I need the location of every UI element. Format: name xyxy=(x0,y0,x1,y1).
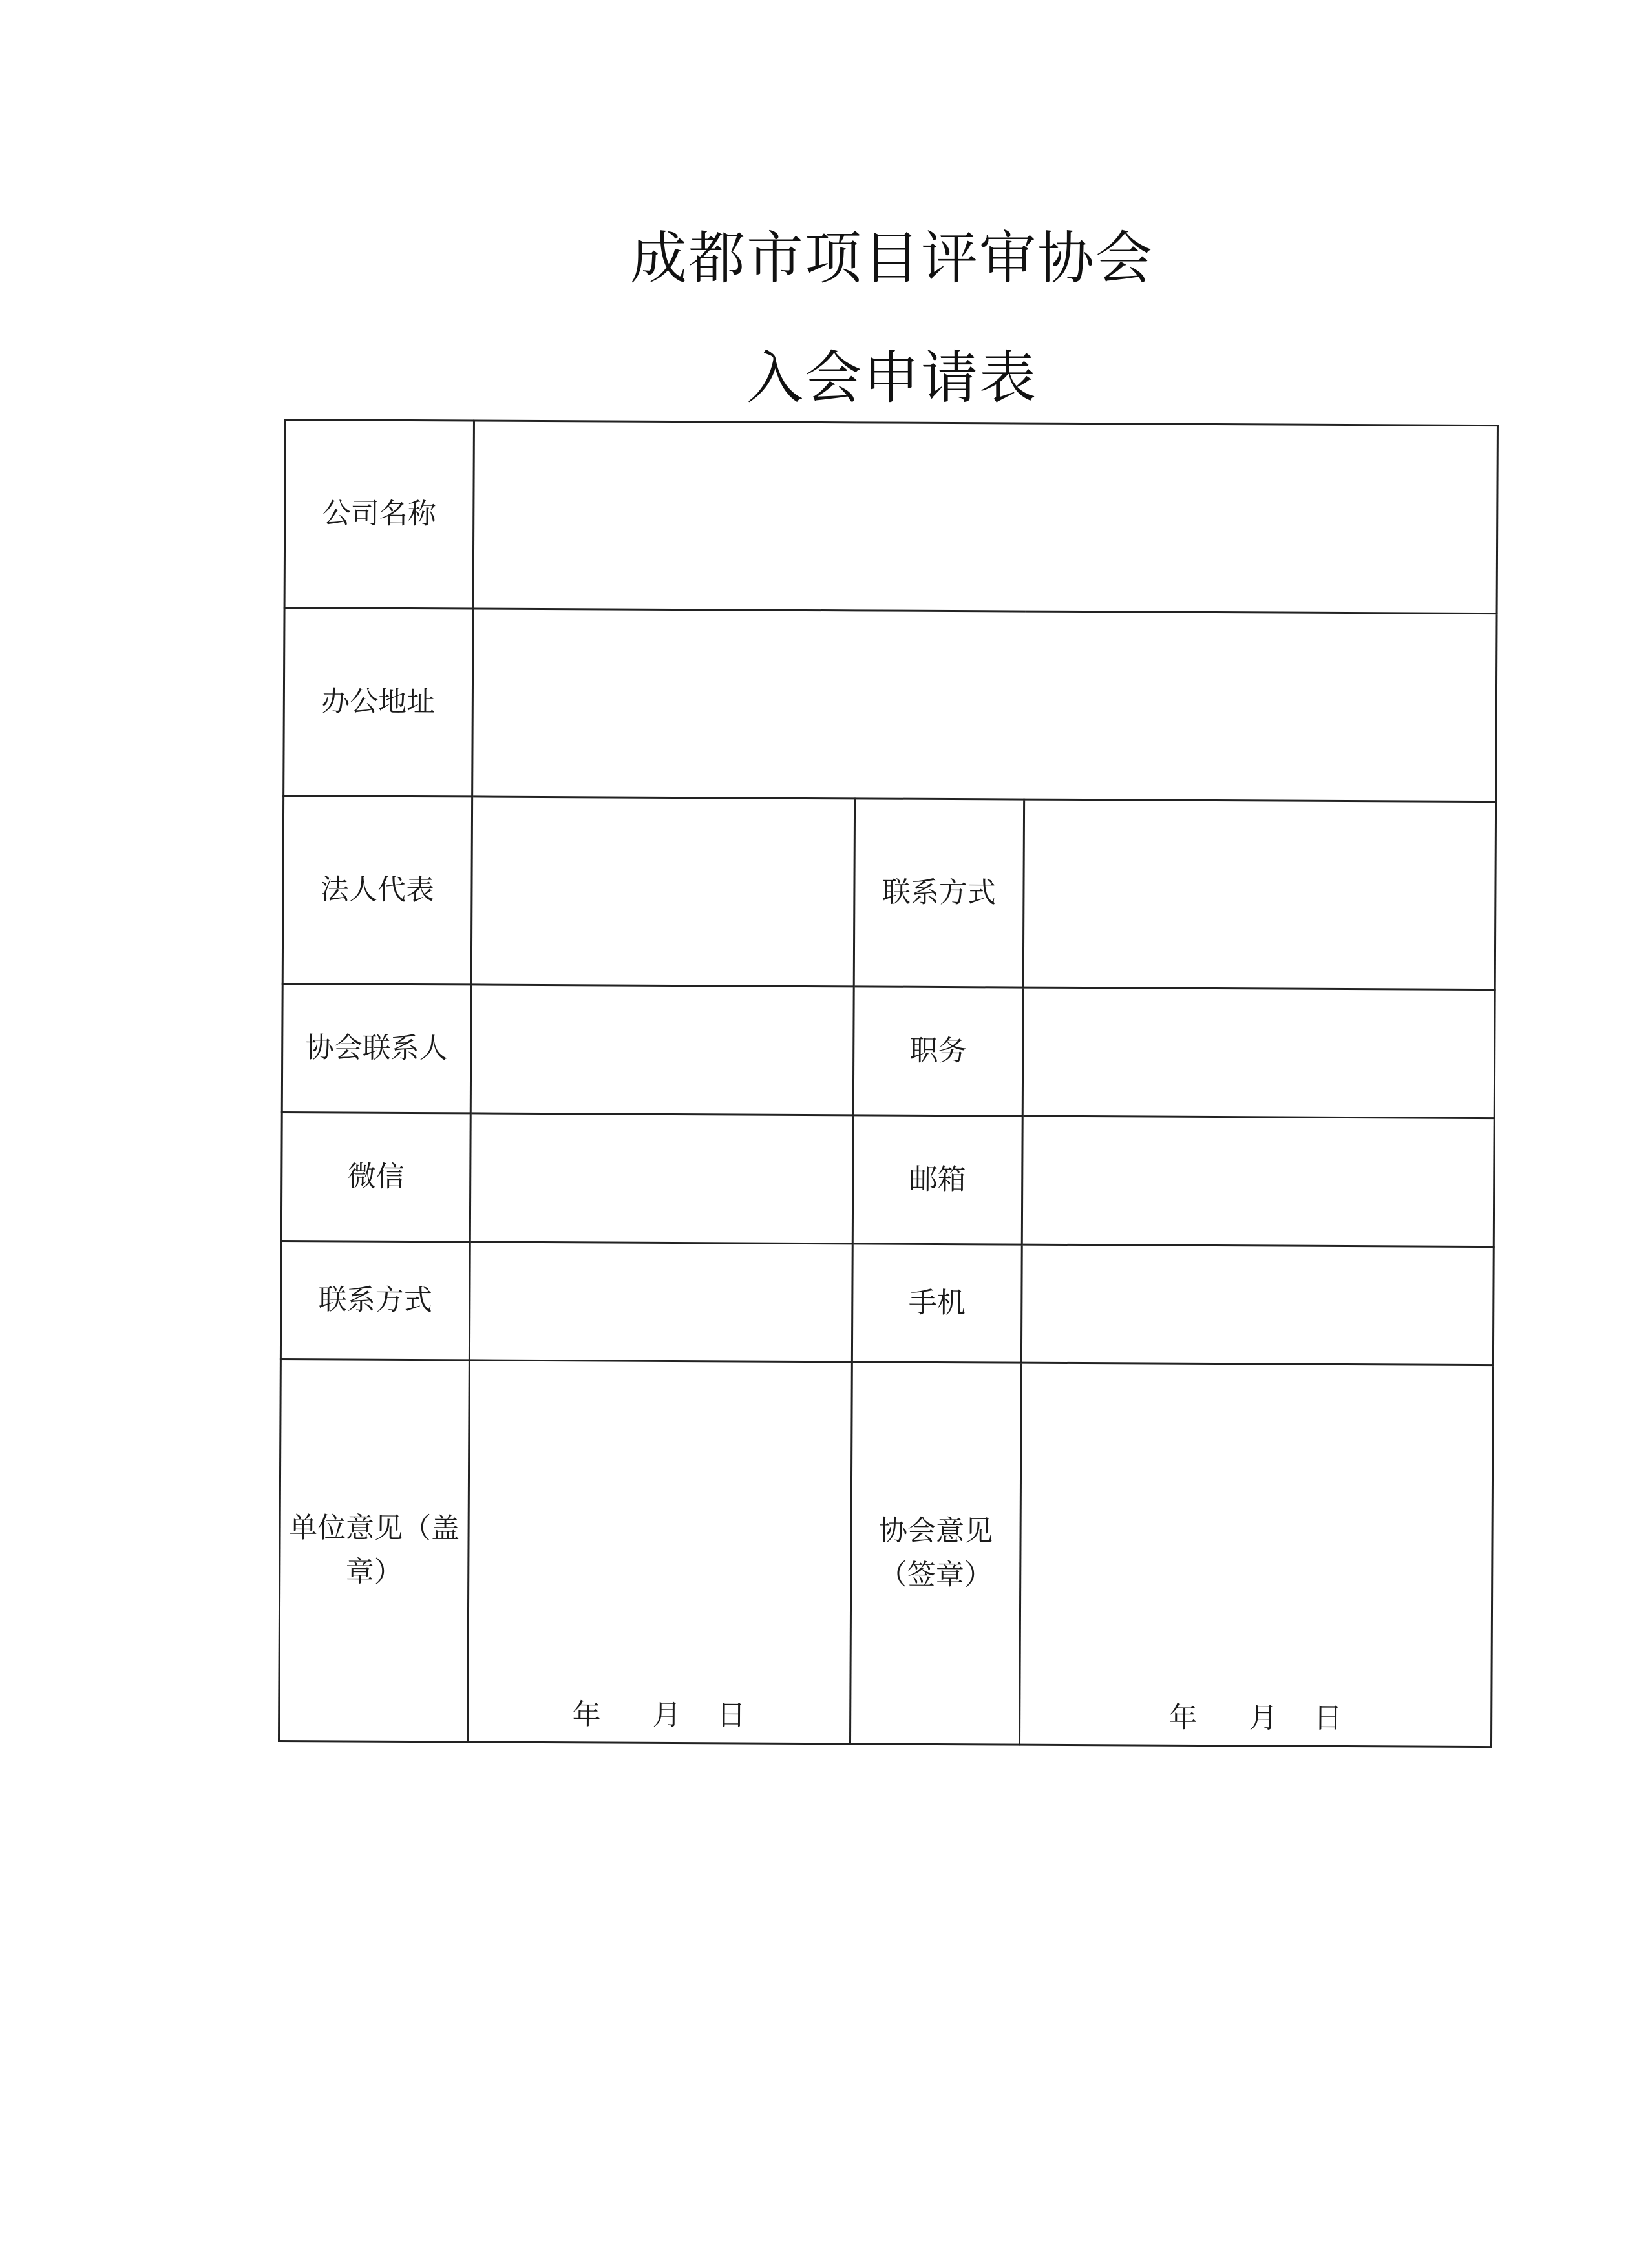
contact-method-label: 联系方式 xyxy=(318,1283,432,1318)
unit-opinion-field[interactable] xyxy=(467,1360,852,1744)
assoc-date-day: 日 xyxy=(1313,1701,1342,1736)
wechat-label-cell xyxy=(281,1112,470,1241)
office-address-field[interactable] xyxy=(472,609,1497,802)
company-name-field[interactable] xyxy=(473,421,1497,614)
office-address-row xyxy=(284,608,1497,802)
contact-method-row xyxy=(280,1241,1494,1365)
unit-opinion-label-cell xyxy=(279,1359,469,1741)
office-address-label: 办公地址 xyxy=(321,685,436,719)
email-label: 邮箱 xyxy=(909,1162,966,1197)
mobile-label: 手机 xyxy=(908,1286,966,1320)
assoc-contact-row xyxy=(282,983,1495,1118)
assoc-contact-field[interactable] xyxy=(470,985,854,1115)
assoc-opinion-label-cell xyxy=(850,1362,1021,1745)
unit-date-year: 年 xyxy=(572,1698,601,1732)
legal-contact-label-cell xyxy=(854,799,1024,987)
opinion-row xyxy=(279,1359,1493,1747)
contact-method-field[interactable] xyxy=(469,1242,852,1362)
assoc-contact-label-cell xyxy=(282,983,471,1113)
legal-rep-field[interactable] xyxy=(471,797,854,987)
position-label-cell xyxy=(853,987,1023,1116)
email-field[interactable] xyxy=(1022,1116,1494,1247)
assoc-opinion-date xyxy=(1020,1694,1490,1738)
assoc-contact-label: 协会联系人 xyxy=(305,1031,448,1066)
legal-rep-row xyxy=(282,796,1495,990)
unit-opinion-label xyxy=(289,1506,460,1595)
assoc-date-year: 年 xyxy=(1168,1701,1198,1734)
company-name-row xyxy=(284,420,1497,614)
mobile-field[interactable] xyxy=(1021,1244,1494,1365)
assoc-opinion-label-line2: （签章） xyxy=(878,1558,993,1592)
legal-contact-label: 联系方式 xyxy=(882,876,997,910)
assoc-opinion-label xyxy=(879,1509,993,1597)
unit-date-month: 月 xyxy=(652,1698,681,1732)
assoc-opinion-label-line1: 协会意见 xyxy=(878,1514,993,1548)
form-title: 成都市项目评审协会 xyxy=(629,225,1154,291)
legal-rep-label-cell xyxy=(282,796,472,985)
wechat-label: 微信 xyxy=(347,1160,405,1193)
wechat-field[interactable] xyxy=(470,1113,853,1244)
unit-date-day: 日 xyxy=(717,1699,746,1732)
email-label-cell xyxy=(852,1115,1022,1244)
unit-opinion-label-line2: 章） xyxy=(345,1555,403,1589)
legal-rep-label: 法人代表 xyxy=(320,873,435,907)
application-form-table xyxy=(278,419,1499,1748)
wechat-row xyxy=(281,1112,1494,1246)
company-name-label-cell xyxy=(284,420,474,609)
legal-contact-field[interactable] xyxy=(1023,799,1495,990)
position-label: 职务 xyxy=(909,1034,967,1068)
assoc-date-month: 月 xyxy=(1249,1701,1278,1735)
unit-opinion-label-line1: 单位意见（盖 xyxy=(288,1511,460,1546)
office-address-label-cell xyxy=(284,608,473,797)
form-subtitle: 入会申请表 xyxy=(746,344,1037,411)
position-field[interactable] xyxy=(1022,987,1495,1118)
contact-method-label-cell xyxy=(280,1241,470,1360)
unit-opinion-date xyxy=(469,1690,849,1734)
mobile-label-cell xyxy=(852,1244,1022,1363)
company-name-label: 公司名称 xyxy=(322,497,436,531)
assoc-opinion-field[interactable] xyxy=(1019,1363,1493,1747)
